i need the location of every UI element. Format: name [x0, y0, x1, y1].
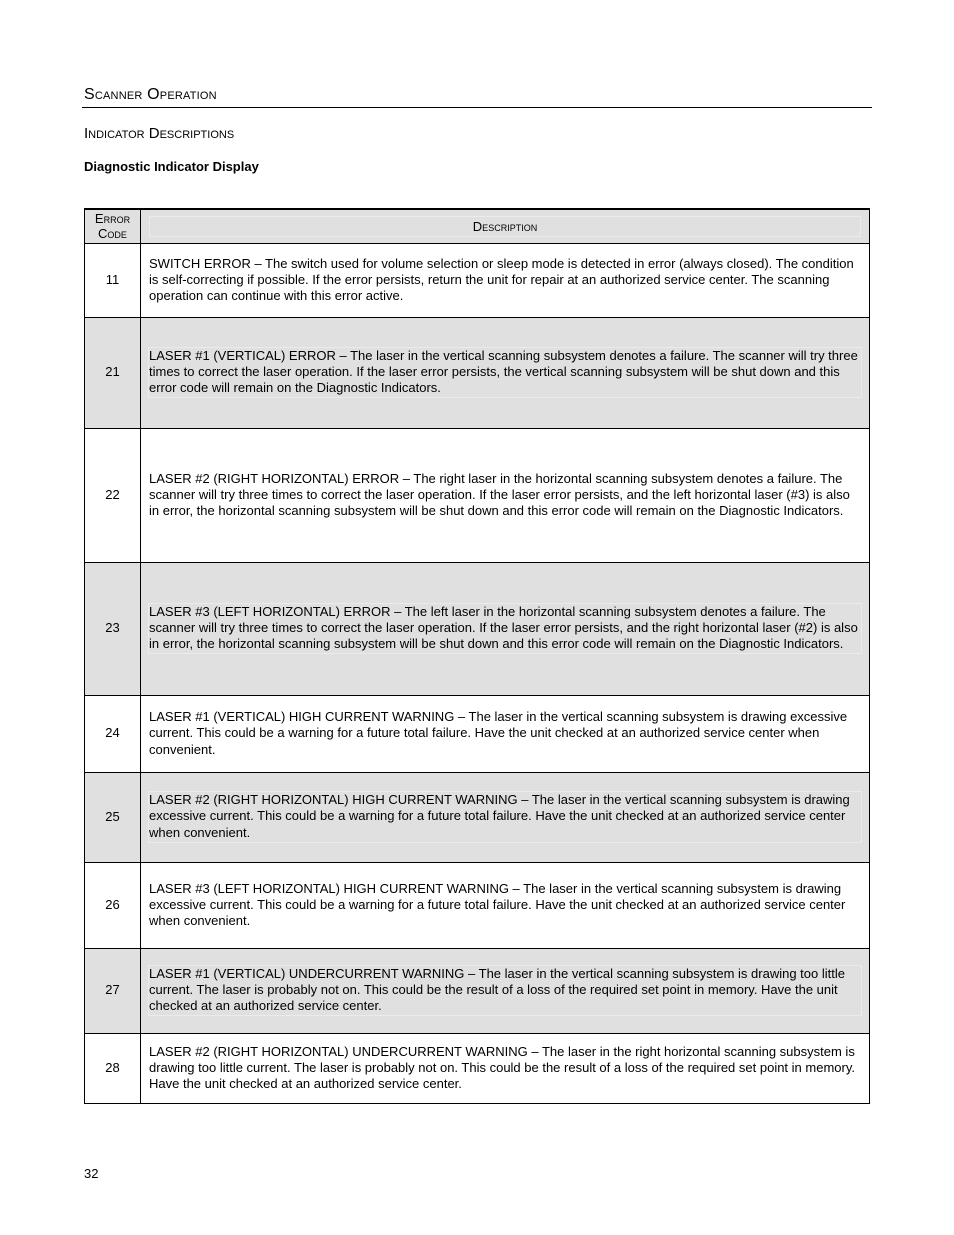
- error-code-cell: 25: [85, 772, 141, 862]
- description-cell: [141, 948, 870, 1033]
- table-row: [85, 317, 870, 428]
- error-code-cell: 24: [85, 695, 141, 772]
- section-title: Scanner Operation: [84, 86, 217, 103]
- error-code-cell: 21: [85, 317, 141, 428]
- table-header-row: [85, 209, 870, 243]
- description-cell: LASER #2 (RIGHT HORIZONTAL) UNDERCURRENT WARNING – The laser in the right horizontal scanning subsystem is drawing too little current. The laser is probably not on. This could be the result of a loss of the required set point in memory. Have the unit checked at an authorized service center.: [141, 1033, 870, 1103]
- table-title: Diagnostic Indicator Display: [84, 159, 259, 174]
- description-cell: SWITCH ERROR – The switch used for volume selection or sleep mode is detected in error (always closed). The condition is self-correcting if possible. If the error persists, return the unit for repair at an authorized service center. The scanning operation can continue with this error active.: [141, 243, 870, 317]
- subsection-title: Indicator Descriptions: [84, 125, 235, 142]
- table-row: [85, 428, 870, 562]
- description-text: LASER #1 (VERTICAL) ERROR – The laser in the vertical scanning subsystem denotes a failure. The scanner will try three times to correct the laser operation. If the laser error persists, the vertical scanning subsystem will be shut down and this error code will remain on the Diagnostic Indicators.: [148, 347, 862, 399]
- description-text: LASER #1 (VERTICAL) UNDERCURRENT WARNING – The laser in the vertical scanning subsystem is drawing too little current. The laser is probably not on. This could be the result of a loss of the required set point in memory. Have the unit checked at an authorized service center.: [148, 965, 862, 1017]
- page-number: 32: [84, 1166, 99, 1181]
- description-cell: [141, 317, 870, 428]
- description-cell: [141, 562, 870, 695]
- description-cell: LASER #2 (RIGHT HORIZONTAL) ERROR – The right laser in the horizontal scanning subsystem denotes a failure. The scanner will try three times to correct the laser operation. If the laser error persists, and the left horizontal laser (#3) is also in error, the horizontal scanning subsystem will be shut down and this error code will remain on the Diagnostic Indicators.: [141, 428, 870, 562]
- table-row: [85, 772, 870, 862]
- error-code-cell: 22: [85, 428, 141, 562]
- table-row: [85, 1033, 870, 1103]
- table-row: [85, 562, 870, 695]
- description-cell: LASER #1 (VERTICAL) HIGH CURRENT WARNING – The laser in the vertical scanning subsystem is drawing excessive current. This could be a warning for a future total failure. Have the unit checked at an authorized service center when convenient.: [141, 695, 870, 772]
- error-code-header-line1: Error: [94, 211, 131, 227]
- diagnostic-indicator-table: [84, 208, 870, 1104]
- description-text: LASER #3 (LEFT HORIZONTAL) ERROR – The left laser in the horizontal scanning subsystem denotes a failure. The scanner will try three times to correct the laser operation. If the laser error persists, and the right horizontal laser (#2) is also in error, the horizontal scanning subsystem will be shut down and this error code will remain on the Diagnostic Indicators.: [148, 603, 862, 655]
- error-code-header: [85, 209, 141, 243]
- error-code-header-line2: Code: [98, 226, 127, 242]
- table-row: [85, 243, 870, 317]
- description-header: [141, 209, 870, 243]
- error-code-cell: 11: [85, 243, 141, 317]
- table-row: [85, 862, 870, 948]
- description-cell: [141, 772, 870, 862]
- table-row: [85, 695, 870, 772]
- error-code-cell: 23: [85, 562, 141, 695]
- table-row: [85, 948, 870, 1033]
- description-text: LASER #2 (RIGHT HORIZONTAL) HIGH CURRENT WARNING – The laser in the vertical scanning subsystem is drawing excessive current. This could be a warning for a future total failure. Have the unit checked at an authorized service center when convenient.: [148, 791, 862, 843]
- description-header-label: Description: [149, 216, 861, 237]
- description-cell: LASER #3 (LEFT HORIZONTAL) HIGH CURRENT WARNING – The laser in the vertical scanning subsystem is drawing excessive current. This could be a warning for a future total failure. Have the unit checked at an authorized service center when convenient.: [141, 862, 870, 948]
- error-code-cell: 26: [85, 862, 141, 948]
- error-code-cell: 27: [85, 948, 141, 1033]
- section-divider: [82, 107, 872, 108]
- error-code-cell: 28: [85, 1033, 141, 1103]
